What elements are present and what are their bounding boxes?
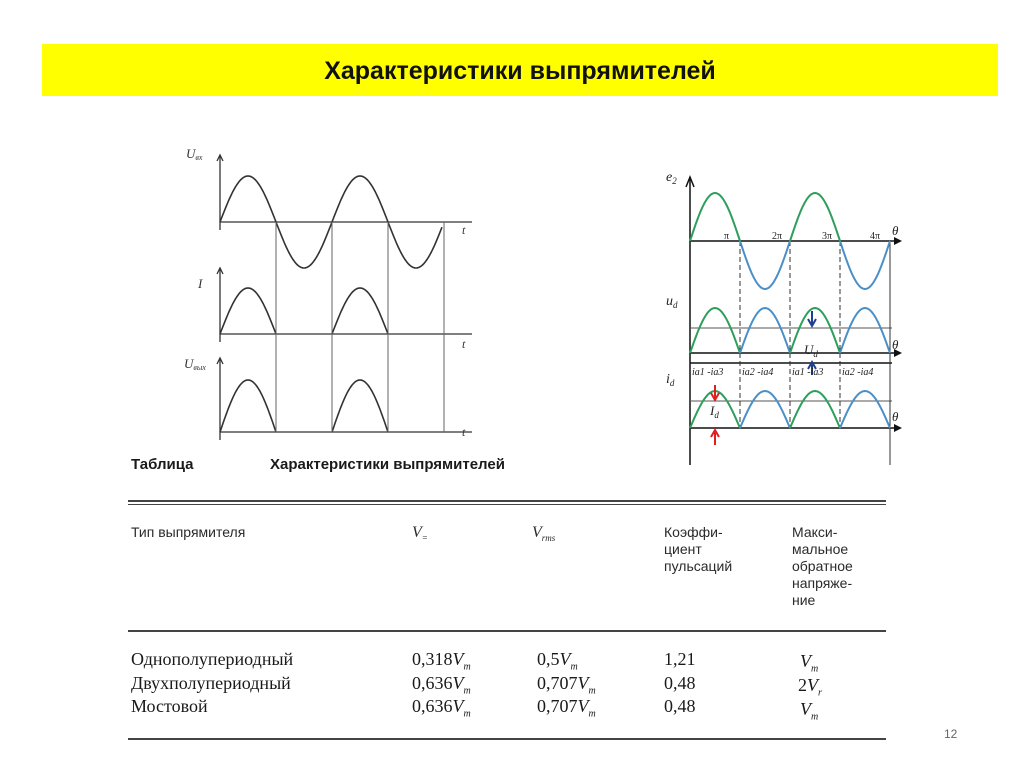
- row-1-reverse: $V_m$: [800, 651, 819, 675]
- header-v-avg: $V_=$: [412, 524, 428, 544]
- table-caption-label: Таблица: [131, 456, 194, 473]
- tick-2pi: 2π: [772, 231, 783, 242]
- page-number: 12: [944, 727, 958, 741]
- current-hump-1: [220, 288, 276, 334]
- header-ripple: Коэффи- циент пульсаций: [664, 524, 733, 574]
- title-bar: [42, 44, 998, 96]
- row-2-v-avg: $0,636V_m$: [412, 673, 471, 697]
- diode-label-1: ia1 -ia3: [692, 367, 724, 378]
- id-label: $i_d$: [666, 372, 675, 388]
- i-label: I: [198, 276, 203, 291]
- row-2-reverse: $2V_r$: [798, 675, 822, 699]
- tick-pi: π: [724, 231, 730, 242]
- id-hump-3: [790, 391, 840, 428]
- ud-label: $u_d$: [666, 294, 678, 310]
- half-wave-waveforms: [180, 140, 480, 450]
- ud-arrow-down: [808, 311, 816, 326]
- theta-label-3: θ: [892, 409, 899, 424]
- e2-half-4: [840, 241, 890, 289]
- row-3-type: Мостовой: [131, 696, 208, 716]
- ud-hump-1: [690, 308, 740, 353]
- row-3-reverse: $V_m$: [800, 699, 819, 723]
- diode-label-4: ia2 -ia4: [842, 367, 874, 378]
- table-top-rule: [128, 500, 886, 502]
- x-axis-arrow-id: [894, 424, 902, 432]
- ud-hump-4: [840, 308, 890, 353]
- row-2-ripple: 0,48: [664, 673, 696, 693]
- e2-label: $e_2$: [666, 170, 677, 186]
- row-2-type: Двухполупериодный: [131, 673, 291, 693]
- table-caption-title: Характеристики выпрямителей: [270, 456, 505, 473]
- row-1-v-rms: $0,5V_m$: [537, 649, 578, 673]
- table-header-rule: [128, 630, 886, 632]
- t-label-2: t: [462, 337, 466, 351]
- t-label-1: t: [462, 223, 466, 237]
- current-hump-2: [332, 288, 388, 334]
- t-label-3: t: [462, 425, 466, 439]
- e2-half-1: [690, 193, 740, 241]
- Id-label: $I_d$: [710, 403, 719, 420]
- id-hump-4: [840, 391, 890, 428]
- x-axis-arrow-e2: [894, 237, 902, 245]
- table-top-rule-2: [128, 504, 886, 505]
- tick-3pi: 3π: [822, 231, 833, 242]
- u-in-label: Uвх: [186, 146, 203, 162]
- tick-4pi: 4π: [870, 231, 881, 242]
- row-3-v-avg: $0,636V_m$: [412, 696, 471, 720]
- row-1-v-avg: $0,318V_m$: [412, 649, 471, 673]
- row-1-ripple: 1,21: [664, 649, 696, 669]
- id-hump-2: [740, 391, 790, 428]
- e2-half-3: [790, 193, 840, 241]
- ud-hump-2: [740, 308, 790, 353]
- row-2-v-rms: $0,707V_m$: [537, 673, 596, 697]
- row-1-type: Однополупериодный: [131, 649, 294, 669]
- row-3-ripple: 0,48: [664, 696, 696, 716]
- bridge-rectifier-waveforms: [660, 165, 920, 465]
- diode-label-3: ia1 -ia3: [792, 367, 824, 378]
- id-arrow-up: [711, 430, 719, 445]
- Ud-label: $U_d$: [804, 342, 818, 359]
- ud-hump-3: [790, 308, 840, 353]
- theta-label-1: θ: [892, 223, 899, 238]
- diode-label-2: ia2 -ia4: [742, 367, 774, 378]
- row-3-v-rms: $0,707V_m$: [537, 696, 596, 720]
- output-hump-1: [220, 380, 276, 432]
- u-out-label: Uвых: [184, 356, 206, 372]
- e2-half-2: [740, 241, 790, 289]
- header-reverse-voltage: Макси- мальное обратное напряже- ние: [792, 524, 853, 608]
- output-hump-2: [332, 380, 388, 432]
- theta-label-2: θ: [892, 337, 899, 352]
- header-v-rms: $V_{rms}$: [532, 524, 556, 544]
- slide-title: Характеристики выпрямителей: [324, 57, 716, 85]
- table-bottom-rule: [128, 738, 886, 740]
- header-type: Тип выпрямителя: [131, 524, 246, 540]
